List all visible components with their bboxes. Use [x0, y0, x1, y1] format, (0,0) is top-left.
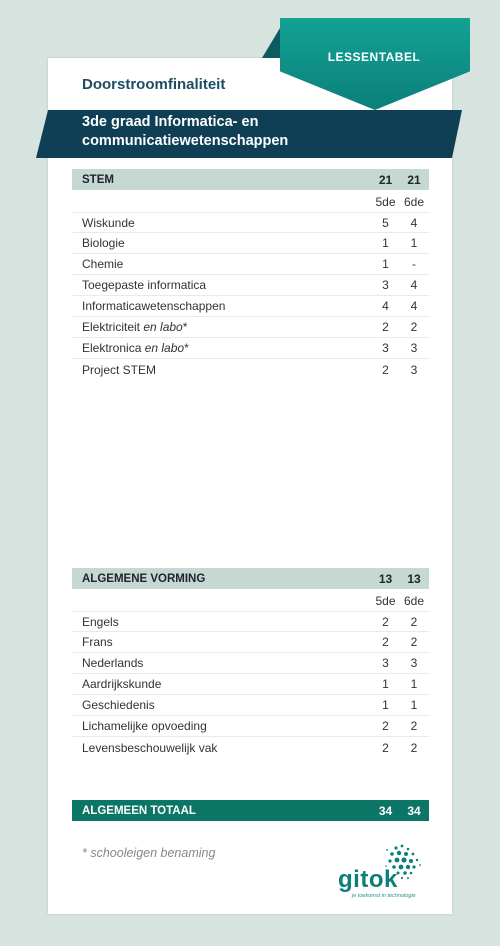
- algemeen-total-6: 13: [407, 571, 421, 586]
- subject-name: [72, 363, 372, 377]
- tab-label: LESSENTABEL: [327, 50, 421, 64]
- subject-name: [72, 278, 372, 292]
- table-row: [72, 674, 429, 695]
- table-row: [72, 338, 429, 359]
- algemeen-column-header: [72, 591, 429, 610]
- subject-name-text: Nederlands: [82, 656, 144, 670]
- stem-rows: [72, 212, 429, 380]
- subject-name-text: Biologie: [82, 236, 125, 250]
- algemeen-totaal-bar: [72, 800, 429, 821]
- hours-6de: 3: [410, 341, 418, 355]
- subject-name: [72, 677, 372, 691]
- subject-name-suffix: en labo: [143, 320, 183, 334]
- hours-5de: 1: [382, 236, 389, 250]
- algemeen-col-6: 6de: [403, 593, 425, 608]
- stem-header: [72, 169, 429, 190]
- algemeen-col-5: 5de: [375, 593, 396, 608]
- hours-6de: 4: [410, 215, 418, 230]
- subject-name: [72, 615, 372, 629]
- subject-name-text: Lichamelijke opvoeding: [82, 719, 207, 733]
- hours-5de: 1: [382, 677, 389, 691]
- footnote-marker: *: [182, 320, 188, 334]
- stem-column-header: [72, 192, 429, 211]
- subject-name-suffix: en labo: [144, 341, 185, 355]
- stem-total-6: 21: [407, 172, 421, 187]
- subject-name: [72, 741, 372, 755]
- page-title-line1: 3de graad Informatica- en: [82, 114, 259, 130]
- hours-6de: 4: [410, 278, 418, 292]
- subject-name-text: Wiskunde: [82, 215, 135, 230]
- stem-total-5: 21: [378, 172, 393, 187]
- hours-6de: -: [412, 257, 416, 271]
- hours-6de: 2: [410, 635, 418, 649]
- hours-5de: 1: [382, 257, 389, 271]
- hours-5de: 5: [382, 215, 389, 230]
- hours-6de: 2: [410, 320, 418, 334]
- algemeen-total-5: 13: [378, 571, 393, 586]
- subject-name: [72, 341, 372, 355]
- hours-6de: 2: [410, 740, 418, 755]
- finaliteit-label: Doorstroomfinaliteit: [82, 76, 226, 93]
- subject-name: [72, 299, 372, 313]
- subject-name-text: Project STEM: [82, 362, 157, 377]
- banner-edge: [452, 110, 462, 158]
- hours-5de: 4: [382, 299, 389, 313]
- table-row: [72, 632, 429, 653]
- table-row: [72, 296, 429, 317]
- table-row: [72, 212, 429, 233]
- subject-name-text: Aardrijkskunde: [82, 677, 162, 691]
- gitok-logo-tagline: je toekomst in technologie: [352, 893, 416, 899]
- hours-6de: 2: [410, 614, 418, 629]
- hours-5de: 2: [382, 740, 389, 755]
- stem-section: [72, 169, 429, 380]
- subject-name: [72, 719, 372, 733]
- algemeen-section: [72, 568, 429, 758]
- table-row: [72, 737, 429, 758]
- algemeen-header-name: ALGEMENE VORMING: [82, 572, 206, 585]
- table-row: [72, 233, 429, 254]
- hours-5de: 1: [382, 698, 389, 712]
- hours-5de: 2: [382, 719, 389, 733]
- subject-name: [72, 236, 372, 250]
- subject-name-text: Chemie: [82, 257, 124, 271]
- footnote-marker: *: [184, 341, 189, 355]
- hours-5de: 3: [382, 278, 389, 292]
- table-row: [72, 317, 429, 338]
- hours-5de: 2: [382, 320, 389, 334]
- table-row: [72, 716, 429, 737]
- totaal-label: ALGEMEEN TOTAAL: [82, 804, 196, 817]
- hours-6de: 1: [410, 677, 418, 691]
- subject-name-text: Engels: [82, 614, 119, 629]
- page-title-line2: communicatiewetenschappen: [82, 133, 289, 149]
- subject-name-text: Levensbeschouwelijk vak: [82, 740, 218, 755]
- hours-6de: 4: [410, 299, 418, 313]
- subject-name: [72, 216, 372, 230]
- subject-name-text: Elektriciteit: [82, 320, 144, 334]
- hours-6de: 1: [410, 698, 418, 712]
- table-row: [72, 254, 429, 275]
- subject-name-text: Elektronica: [82, 341, 145, 355]
- subject-name: [72, 635, 372, 649]
- table-row: [72, 695, 429, 716]
- hours-6de: 3: [410, 656, 418, 670]
- table-row: [72, 359, 429, 380]
- stem-col-6: 6de: [403, 194, 425, 209]
- hours-5de: 3: [382, 656, 389, 670]
- subject-name-text: Geschiedenis: [82, 698, 155, 712]
- table-row: [72, 611, 429, 632]
- table-row: [72, 653, 429, 674]
- subject-name: [72, 698, 372, 712]
- footnote: * schooleigen benaming: [82, 846, 216, 860]
- subject-name-text: Frans: [82, 635, 113, 649]
- stem-header-name: STEM: [82, 173, 114, 186]
- hours-5de: 2: [382, 614, 389, 629]
- algemeen-header: [72, 568, 429, 589]
- stem-col-5: 5de: [375, 194, 396, 209]
- subject-name-text: Informaticawetenschappen: [82, 299, 226, 313]
- totaal-6: 34: [407, 803, 421, 818]
- gitok-logo-word: gitok: [338, 866, 398, 893]
- algemeen-rows: [72, 611, 429, 758]
- page-title: [82, 113, 442, 151]
- hours-6de: 3: [410, 362, 418, 377]
- hours-6de: 1: [410, 236, 418, 250]
- table-row: [72, 275, 429, 296]
- hours-5de: 2: [382, 362, 389, 377]
- hours-5de: 3: [382, 341, 389, 355]
- totaal-5: 34: [378, 803, 393, 818]
- subject-name: [72, 656, 372, 670]
- subject-name: [72, 257, 372, 271]
- hours-6de: 2: [410, 719, 418, 733]
- subject-name: [72, 320, 372, 334]
- hours-5de: 2: [382, 635, 389, 649]
- subject-name-text: Toegepaste informatica: [82, 278, 207, 292]
